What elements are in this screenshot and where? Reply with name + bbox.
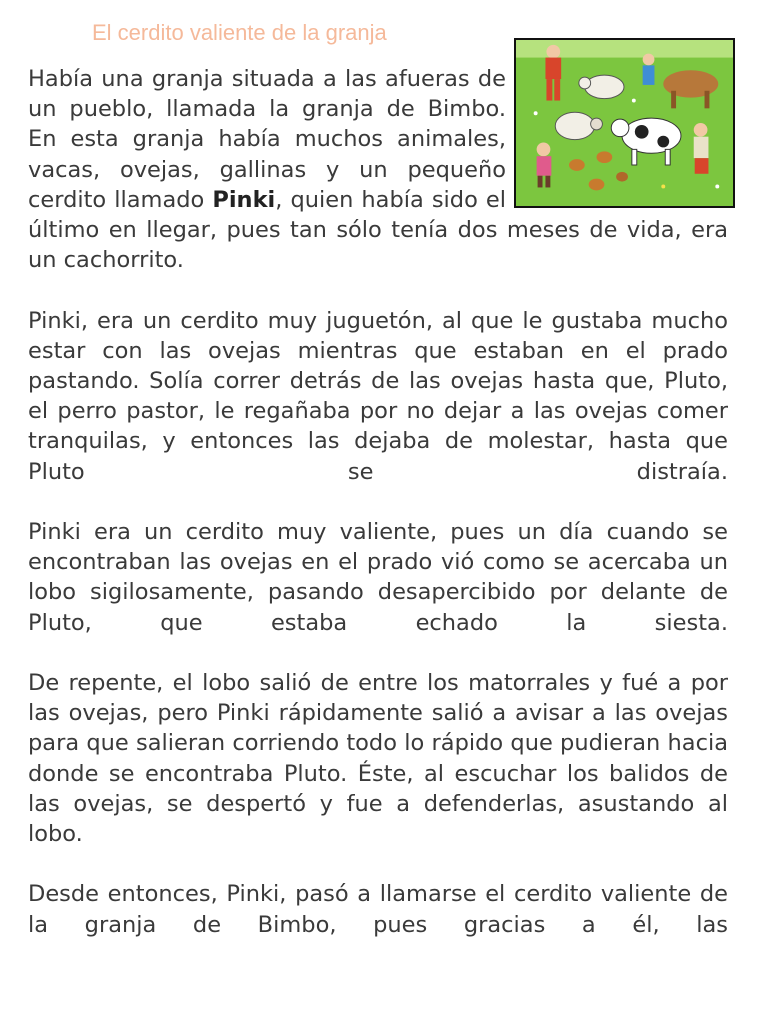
story-body xyxy=(28,64,728,970)
paragraph-4: De repente, el lobo salió de entre los matorrales y fué a por las ovejas, pero Pinki rápidamente salió a avisar a las ovejas para que salieran corriendo todo lo rápido que pudieran hacia donde se encontraba Pluto. Éste, al escuchar los balidos de las ovejas, se despertó y fue a defenderlas, asustando al lobo. xyxy=(28,670,728,848)
story-title: El cerdito valiente de la granja xyxy=(92,20,387,45)
paragraph-2: Pinki, era un cerdito muy juguetón, al que le gustaba mucho estar con las ovejas mientras que estaban en el prado pastando. Solía correr detrás de las ovejas hasta que, Pluto, el perro pastor, le regañaba por no dejar a las ovejas comer tranquilas, y entonces las dejaba de molestar, hasta que Pluto se distraía. xyxy=(28,307,728,485)
paragraph-1-part-b: , quien había sido el último en llegar, pues tan sólo tenía dos meses de vida, era un cachorrito. xyxy=(28,186,728,274)
character-name-pinki: Pinki xyxy=(212,186,276,213)
paragraph-1 xyxy=(28,64,728,275)
paragraph-1-part-a: Había una granja situada a las afueras de un pueblo, llamada la granja de Bimbo. En esta granja había muchos animales, vacas, ovejas, gallinas y un pequeño cerdito llamado xyxy=(28,66,506,213)
paragraph-3: Pinki era un cerdito muy valiente, pues un día cuando se encontraban las ovejas en el prado vió como se acercaba un lobo sigilosamente, pasando desapercibido por delante de Pluto, que estaba echado la siesta. xyxy=(28,519,728,636)
paragraph-5: Desde entonces, Pinki, pasó a llamarse el cerdito valiente de la granja de Bimbo, pues gracias a él, las xyxy=(28,881,728,938)
